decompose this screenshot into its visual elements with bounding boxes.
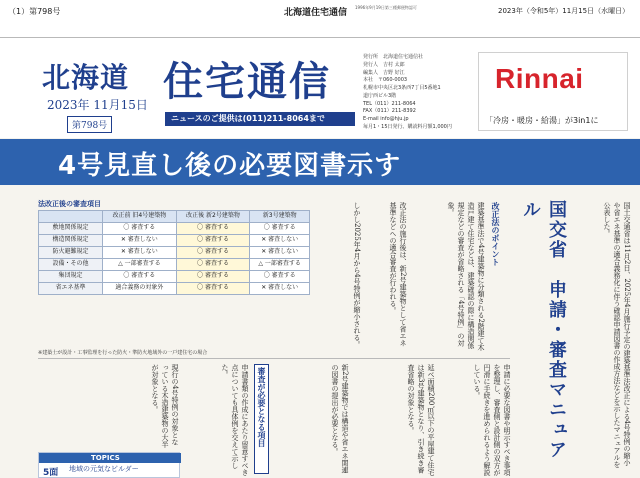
table-header: [39, 211, 103, 223]
topics-header: TOPICS: [39, 453, 181, 463]
table-row: [39, 283, 310, 295]
table-cell: 構造関係規定: [39, 235, 103, 247]
publisher-line: 発行所 北海道住宅通信社: [363, 54, 424, 60]
table-header: 新3号建築物: [250, 211, 310, 223]
article-column: しかし2025年4月から4号特例が縮小される。: [353, 202, 361, 348]
article-column: 新2号建築物では構造や省エネ関連の図書の提出が必要となる。: [331, 364, 349, 474]
article-column: 改正法の施行後は、新2号建築物として省エネ基準などへの適合審査が行われる。: [389, 202, 407, 347]
table-header: 改正前 旧4号建築物: [103, 211, 177, 223]
table-cell: 〇 審査する: [176, 235, 250, 247]
table-cell: 省エネ基準: [39, 283, 103, 295]
publisher-info: [363, 54, 475, 132]
issue-date: 2023年（令和5年）11月15日（水曜日）: [498, 7, 630, 15]
topics-box[interactable]: [38, 452, 180, 478]
table-row: [39, 223, 310, 235]
publisher-line: 本社 〒060-0003: [363, 77, 408, 84]
paper-name: 北海道住宅通信: [284, 8, 348, 18]
publisher-line: 編集人 吉野 好江: [363, 69, 405, 76]
table-row: [39, 271, 310, 283]
table-cell: 適合義務の対象外: [103, 283, 177, 295]
article-column: 現行の4号特例の対象となっている木造建築物の大半が対象となる。: [151, 364, 179, 448]
table-cell: 〇 審査する: [176, 283, 250, 295]
table-title: 法改正後の審査項目: [38, 200, 101, 208]
table-cell: 〇 審査する: [250, 223, 310, 235]
table-cell: 防火避難規定: [39, 247, 103, 259]
article-lead: 国土交通省は11月2日、2025年4月施行予定の建築基準法改正による4号特例の縮小や省エネ基準の適合義務化に伴う確認申請図書の作成方法などを示したマニュアルを公表した。: [603, 202, 631, 468]
table-cell: 〇 審査する: [103, 223, 177, 235]
section-subheading-box: 審査が必要となる項目: [254, 364, 269, 474]
masthead-issue-no: 第798号: [67, 116, 112, 133]
top-strip: [0, 0, 640, 38]
table-cell: 〇 審査する: [250, 271, 310, 283]
table-cell: ✕ 審査しない: [103, 247, 177, 259]
logo-hokkaido: 北海道: [42, 61, 130, 94]
topics-title: 地域の元気なビルダー: [69, 465, 139, 473]
topics-page: 5面: [43, 468, 59, 478]
table-cell: 〇 審査する: [176, 247, 250, 259]
table-cell: ✕ 審査しない: [250, 235, 310, 247]
rinnai-logo: Rinnai: [495, 63, 584, 94]
logo-jutaku-tsushin: 住宅通信: [163, 58, 331, 105]
table-cell: 敷地関係規定: [39, 223, 103, 235]
publisher-line: TEL（011）211-8064: [363, 100, 416, 107]
review-items-table: [38, 210, 310, 295]
table-footnote: ※建築士が設計・工事監理を行った防火・準防火地域外の一戸建住宅の場合: [38, 350, 208, 356]
table-row: [39, 259, 310, 271]
headline-text: 4号見直し後の必要図書示す: [58, 151, 402, 181]
publisher-line: FAX（011）211-8392: [363, 108, 416, 115]
section-subheading: 改正法のポイント: [491, 202, 500, 266]
table-cell: 〇 審査する: [176, 259, 250, 271]
publisher-line: E-mail info@hju.jp: [363, 116, 409, 122]
table-cell: ✕ 審査しない: [250, 247, 310, 259]
ad-tagline: 「冷房・暖房・給湯」が3in1に: [485, 116, 599, 125]
masthead: [0, 38, 640, 138]
issue-number: （1）第798号: [8, 7, 61, 16]
publisher-line: 毎月1・15日発行、購読料月額1,000円: [363, 123, 452, 130]
news-contact-bar: ニュースのご提供は(011)211-8064まで: [165, 112, 355, 126]
table-cell: 〇 審査する: [176, 271, 250, 283]
article-body: [0, 186, 640, 478]
registration-note: 1996年9月19日第三種郵便物認可: [355, 5, 417, 10]
publisher-line: 道庁西ビル3階: [363, 92, 397, 99]
rinnai-ad[interactable]: [478, 52, 628, 131]
table-header: 改正後 新2号建築物: [176, 211, 250, 223]
table-cell: 設備・その他: [39, 259, 103, 271]
masthead-date: 2023年 11月15日: [47, 98, 148, 112]
article-column: 申請に必要な図書や明示すべき事項を整理し、審査側と設計側の双方が円滑に手続きを進められるよう解説している。: [473, 364, 511, 476]
article-title-vertical: 国交省 申請・審査マニュアル: [520, 200, 567, 460]
table-cell: 〇 審査する: [103, 271, 177, 283]
section-divider: [38, 358, 510, 359]
article-column: 建築基準法で4号建築物に分類される2階建て木造戸建て住宅などは、建築確認の際に構造関係規定などの審査が省略される「4号特例」の対象。: [447, 202, 485, 351]
table-cell: 〇 審査する: [176, 223, 250, 235]
article-column: 申請書類の作成にあたり留意すべき点についても具体例を交えて示した。: [221, 364, 249, 476]
table-cell: ✕ 審査しない: [250, 283, 310, 295]
publisher-line: 発行人 吉村 太郎: [363, 61, 405, 68]
table-row: [39, 235, 310, 247]
publisher-line: 札幌市中央区北3条西7丁目5番地1: [363, 85, 441, 91]
table-cell: 集団規定: [39, 271, 103, 283]
table-cell: △ 一部審査する: [250, 259, 310, 271]
table-cell: △ 一部審査する: [103, 259, 177, 271]
table-row: [39, 247, 310, 259]
table-cell: ✕ 審査しない: [103, 235, 177, 247]
headline-banner: [0, 139, 640, 185]
article-column: 延べ面積200㎡以下の平屋建て住宅は新3号建築物となり、引き続き審査省略の対象となる。: [407, 364, 435, 476]
